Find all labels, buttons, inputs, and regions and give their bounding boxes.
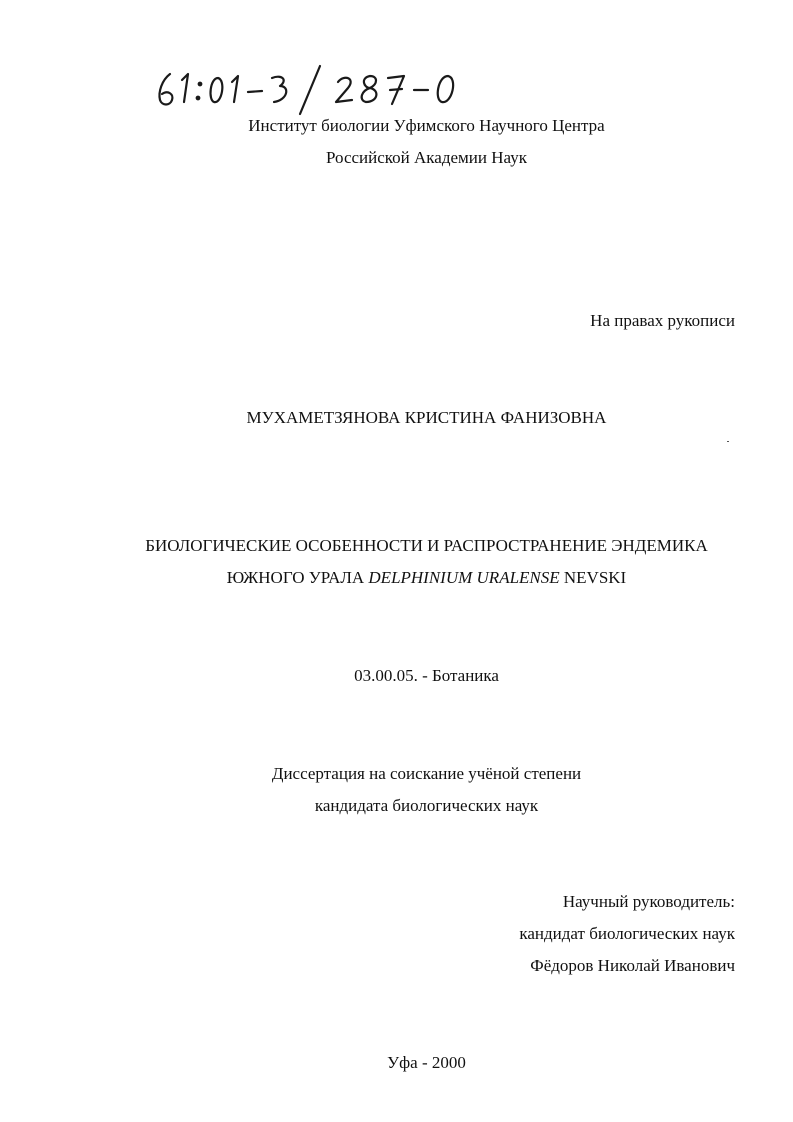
place-year: Уфа - 2000 (387, 1053, 466, 1072)
title-author-suffix: NEVSKI (563, 568, 627, 587)
institution-line-2: Российской Академии Наук (326, 148, 527, 167)
title-region: ЮЖНОГО УРАЛА (226, 568, 365, 587)
degree-line-2: кандидата биологических наук (314, 796, 539, 815)
rights-note: На правах рукописи (590, 311, 735, 330)
title-line-2 (0, 568, 793, 588)
handwritten-archive-code (152, 62, 502, 122)
specialty-code: 03.00.05. - Ботаника (354, 666, 499, 685)
institution-line-1: Институт биологии Уфимского Научного Центра (248, 116, 605, 135)
scan-speck (727, 441, 729, 442)
title-species: DELPHINIUM URALENSE (368, 568, 560, 587)
degree-line-1: Диссертация на соискание учёной степени (271, 764, 582, 783)
supervisor-degree: кандидат биологических наук (519, 924, 735, 943)
supervisor-name: Фёдоров Николай Иванович (530, 956, 735, 975)
handwritten-code-drawing (152, 62, 502, 122)
supervisor-label: Научный руководитель: (562, 892, 735, 911)
title-line-1: БИОЛОГИЧЕСКИЕ ОСОБЕННОСТИ И РАСПРОСТРАНЕНИЕ ЭНДЕМИКА (145, 536, 708, 555)
author-name: МУХАМЕТЗЯНОВА КРИСТИНА ФАНИЗОВНА (246, 408, 607, 427)
